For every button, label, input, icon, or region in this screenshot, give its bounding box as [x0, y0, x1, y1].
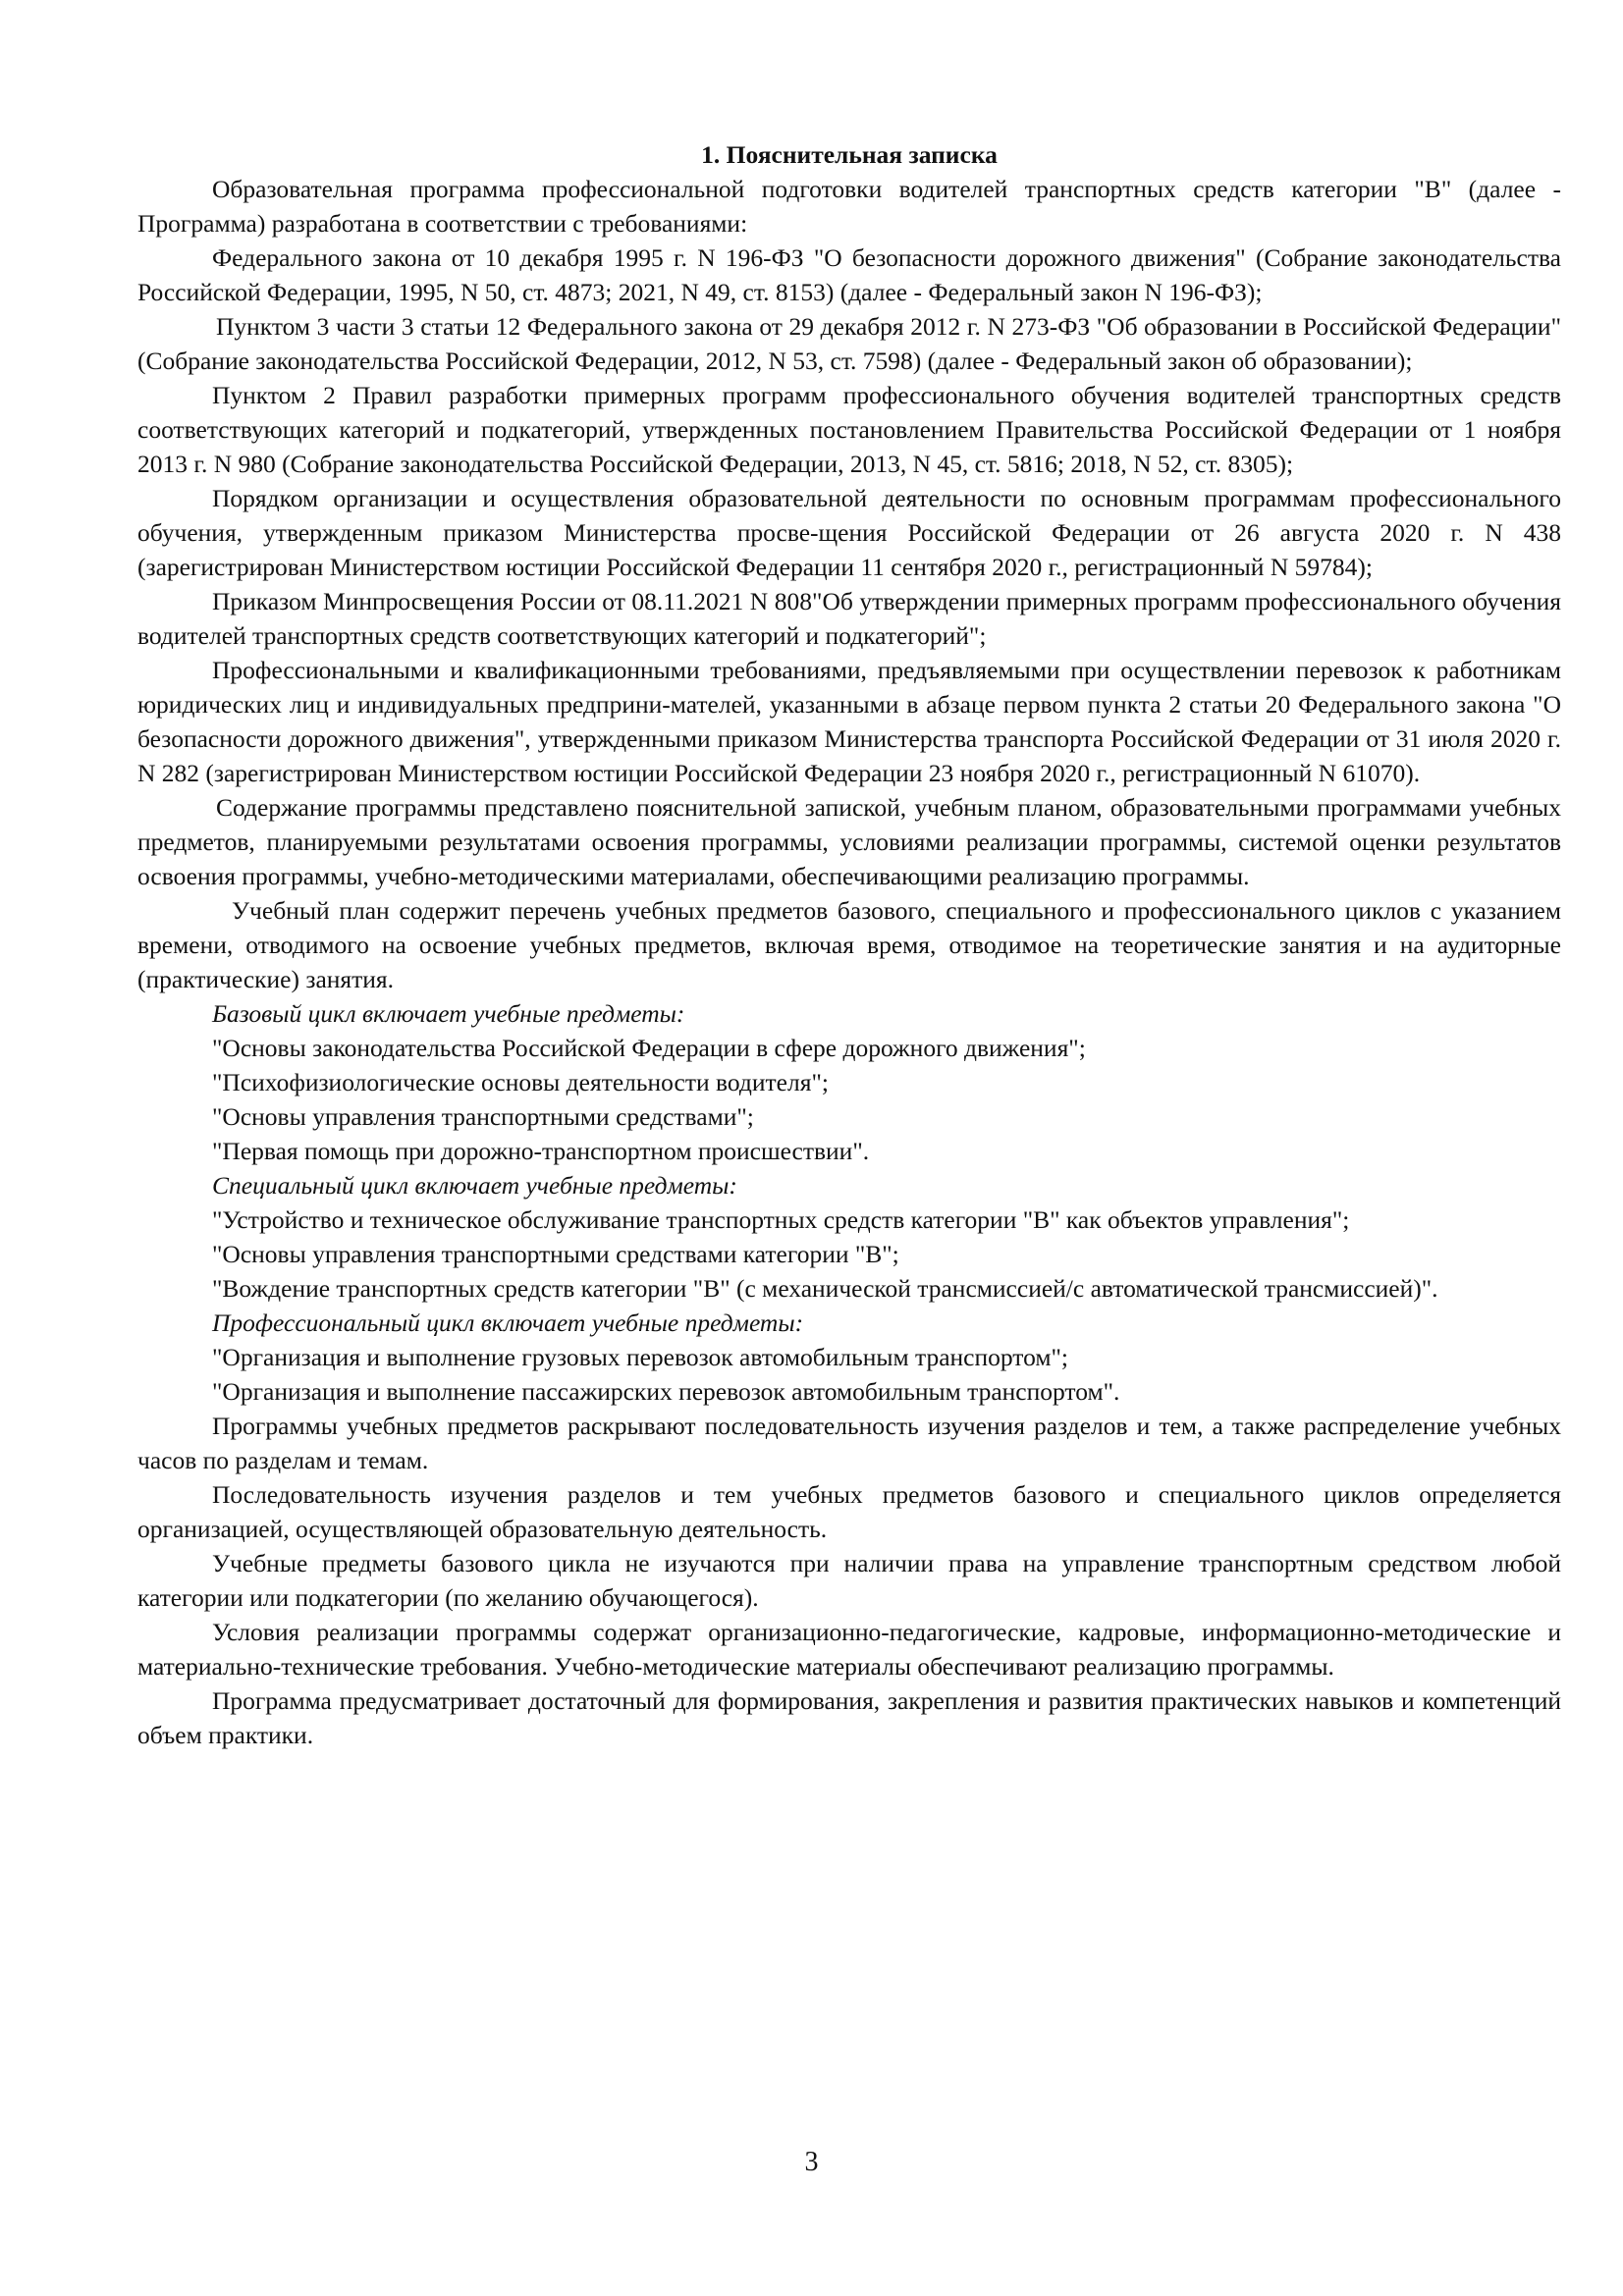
paragraph-implementation-conditions: Условия реализации программы содержат организационно-педагогические, кадровые, информационно-методические и материально-технические требования. Учебно-методические материалы обеспечивают реализацию программы. [137, 1618, 1561, 1681]
paragraph-base-cycle-exemption: Учебные предметы базового цикла не изучаются при наличии права на управление транспортным средством любой категории или подкатегории (по желанию обучающегося). [137, 1549, 1561, 1612]
paragraph-federal-law-196: Федерального закона от 10 декабря 1995 г. N 196-ФЗ "О безопасности дорожного движения" (Собрание законодательства Российской Федерации, 1995, N 50, ст. 4873; 2021, N 49, ст. 8153) (далее - Федеральный закон N 196-ФЗ); [137, 243, 1561, 306]
professional-cycle-title: Профессиональный цикл включает учебные предметы: [212, 1308, 804, 1337]
special-cycle-title: Специальный цикл включает учебные предметы: [212, 1171, 737, 1200]
page-number: 3 [804, 2147, 819, 2177]
paragraph-subject-programs: Программы учебных предметов раскрывают последовательность изучения разделов и тем, а также распределение учебных часов по разделам и темам. [137, 1412, 1561, 1474]
section-heading: 1. Пояснительная записка [701, 140, 998, 169]
paragraph-rules-980: Пунктом 2 Правил разработки примерных программ профессионального обучения водителей транспортных средств соответствующих категорий и подкатегорий, утвержденных постановлением Правительства Российской Федерации от 1 ноября 2013 г. N 980 (Собрание законодательства Российской Федерации, 2013, N 45, ст. 5816; 2018, N 52, ст. 8305); [137, 381, 1561, 478]
professional-cycle-item: "Организация и выполнение грузовых перевозок автомобильным транспортом"; [212, 1343, 1068, 1371]
base-cycle-item: "Психофизиологические основы деятельности водителя"; [212, 1068, 829, 1096]
professional-cycle-item: "Организация и выполнение пассажирских перевозок автомобильным транспортом". [212, 1377, 1120, 1406]
paragraph-curriculum: Учебный план содержит перечень учебных предметов базового, специального и профессионального циклов с указанием времени, отводимого на освоение учебных предметов, включая время, отводимое на теоретические занятия и на аудиторные (практические) занятия. [137, 896, 1561, 993]
base-cycle-item: "Первая помощь при дорожно-транспортном происшествии". [212, 1137, 870, 1165]
special-cycle-item: "Вождение транспортных средств категории "B" (с механической трансмиссией/с автоматической трансмиссией)". [212, 1274, 1438, 1303]
base-cycle-title: Базовый цикл включает учебные предметы: [212, 999, 685, 1028]
paragraph-federal-law-273: Пунктом 3 части 3 статьи 12 Федерального закона от 29 декабря 2012 г. N 273-ФЗ "Об образовании в Российской Федерации" (Собрание законодательства Российской Федерации, 2012, N 53, ст. 7598) (далее - Федеральный закон об образовании); [137, 312, 1561, 375]
base-cycle-item: "Основы законодательства Российской Федерации в сфере дорожного движения"; [212, 1034, 1086, 1062]
paragraph-program-content: Содержание программы представлено пояснительной запиской, учебным планом, образовательными программами учебных предметов, планируемыми результатами освоения программы, условиями реализации программы, системой оценки результатов освоения программы, учебно-методическими материалами, обеспечивающими реализацию программы. [137, 793, 1561, 890]
document-page [137, 137, 1561, 1752]
base-cycle-item: "Основы управления транспортными средствами"; [212, 1102, 754, 1131]
special-cycle-item: "Устройство и техническое обслуживание транспортных средств категории "B" как объектов управления"; [212, 1205, 1350, 1234]
special-cycle-item: "Основы управления транспортными средствами категории "B"; [212, 1240, 899, 1268]
paragraph-order-438: Порядком организации и осуществления образовательной деятельности по основным программам профессионального обучения, утвержденным приказом Министерства просве-щения Российской Федерации от 26 августа 2020 г. N 438 (зарегистрирован Министерством юстиции Российской Федерации 11 сентября 2020 г., регистрационный N 59784); [137, 484, 1561, 581]
paragraph-requirements-282: Профессиональными и квалификационными требованиями, предъявляемыми при осуществлении перевозок к работникам юридических лиц и индивидуальных предприни-мателей, указанными в абзаце первом пункта 2 статьи 20 Федерального закона "О безопасности дорожного движения", утвержденными приказом Министерства транспорта Российской Федерации от 31 июля 2020 г. N 282 (зарегистрирован Министерством юстиции Российской Федерации 23 ноября 2020 г., регистрационный N 61070). [137, 656, 1561, 787]
paragraph-intro: Образовательная программа профессиональной подготовки водителей транспортных средств категории "B" (далее - Программа) разработана в соответствии с требованиями: [137, 175, 1561, 238]
paragraph-order-808: Приказом Минпросвещения России от 08.11.2021 N 808"Об утверждении примерных программ профессионального обучения водителей транспортных средств соответствующих категорий и подкатегорий"; [137, 587, 1561, 650]
paragraph-study-sequence: Последовательность изучения разделов и тем учебных предметов базового и специального циклов определяется организацией, осуществляющей образовательную деятельность. [137, 1480, 1561, 1543]
paragraph-practice-volume: Программа предусматривает достаточный для формирования, закрепления и развития практических навыков и компетенций объем практики. [137, 1686, 1561, 1749]
